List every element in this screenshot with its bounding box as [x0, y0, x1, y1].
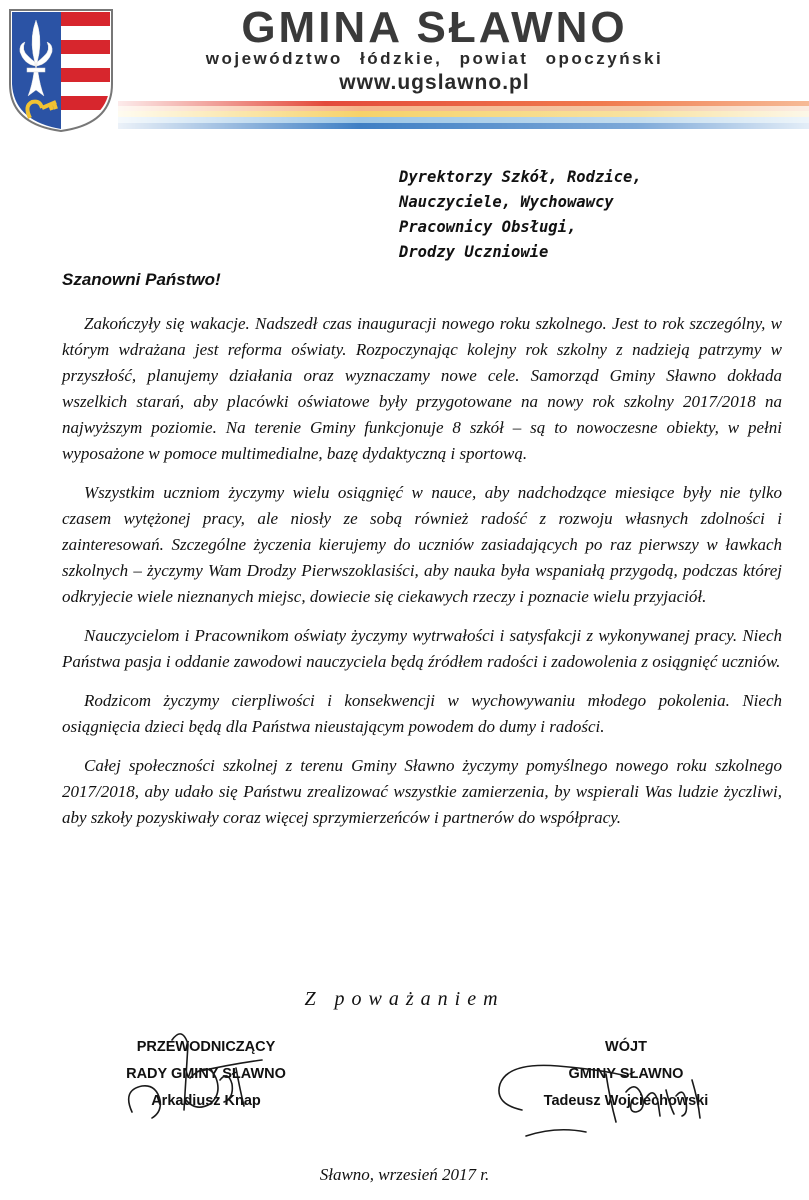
- signatory-title: GMINY SŁAWNO: [568, 1066, 684, 1082]
- signatory-title: RADY GMINY SŁAWNO: [126, 1066, 286, 1082]
- signature-block-chairman: [56, 1034, 356, 1115]
- signatory-title: WÓJT: [605, 1039, 647, 1055]
- paragraph: Zakończyły się wakacje. Nadszedł czas inauguracji nowego roku szkolnego. Jest to rok szczególny, w którym wdrażana jest reforma oświaty. Rozpoczynając kolejny rok szkolny z nadzieją patrzymy w przyszłość, planujemy działania oraz wyznaczamy nowe cele. Samorząd Gminy Sławno dokłada wszelkich starań, aby placówki oświatowe były przygotowane na nowy rok szkolny 2017/2018 na najwyższym poziomie. Na terenie Gminy funkcjonuje 8 szkół – są to nowoczesne obiekty, w pełni wyposażone w pomoce multimedialne, bazę dydaktyczną i sportową.: [62, 314, 782, 463]
- signatory-title: PRZEWODNICZĄCY: [136, 1039, 276, 1055]
- signatory-name: Tadeusz Wojciechowski: [543, 1093, 709, 1109]
- place-and-date: Sławno, wrzesień 2017 r.: [319, 1165, 490, 1184]
- municipality-name: GMINA SŁAWNO: [241, 3, 628, 52]
- closing-phrase: Z poważaniem: [304, 988, 505, 1010]
- recipient-line: Nauczyciele, Wychowawcy: [399, 193, 614, 211]
- letter-body: [62, 311, 782, 844]
- recipient-line: Drodzy Uczniowie: [399, 243, 549, 261]
- region-subtitle: województwo łódzkie, powiat opoczyński: [205, 49, 664, 68]
- recipients-block: [399, 165, 642, 265]
- signature-block-mayor: [476, 1034, 776, 1115]
- letterhead-stripe-blue: [118, 123, 809, 129]
- recipient-line: Dyrektorzy Szkół, Rodzice,: [399, 168, 642, 186]
- signatory-name: Arkadiusz Knap: [151, 1093, 261, 1109]
- recipient-line: Pracownicy Obsługi,: [399, 218, 577, 236]
- website-url: www.ugslawno.pl: [339, 71, 530, 94]
- salutation: Szanowni Państwo!: [62, 270, 221, 289]
- paragraph: Rodzicom życzymy cierpliwości i konsekwencji w wychowywaniu młodego pokolenia. Niech osiągnięcia dzieci będą dla Państwa nieustającym powodem do dumy i radości.: [62, 691, 782, 736]
- paragraph: Nauczycielom i Pracownikom oświaty życzymy wytrwałości i satysfakcji z wykonywanej pracy. Niech Państwa pasja i oddanie zawodowi nauczyciela będą źródłem radości i zadowolenia z osiągnięć uczniów.: [62, 626, 782, 671]
- paragraph: Całej społeczności szkolnej z terenu Gminy Sławno życzymy pomyślnego nowego roku szkolnego 2017/2018, aby udało się Państwu zrealizować wszystkie zamierzenia, by wspierali Was ludzie życzliwi, aby szkoły pozyskiwały coraz więcej sprzymierzeńców i partnerów do współpracy.: [62, 756, 782, 827]
- paragraph: Wszystkim uczniom życzymy wielu osiągnięć w nauce, aby nadchodzące miesiące były nie tylko czasem wytężonej pracy, ale niosły ze sobą również radość z rozwoju własnych zdolności i zainteresowań. Szczególne życzenia kierujemy do uczniów zasiadających po raz pierwszy w ławkach szkolnych – życzymy Wam Drodzy Pierwszoklasiści, aby nauka była wspaniałą przygodą, podczas której odkryjecie wiele nieznanych miejsc, dowiecie się ciekawych rzeczy i poznacie wielu przyjaciół.: [62, 483, 782, 606]
